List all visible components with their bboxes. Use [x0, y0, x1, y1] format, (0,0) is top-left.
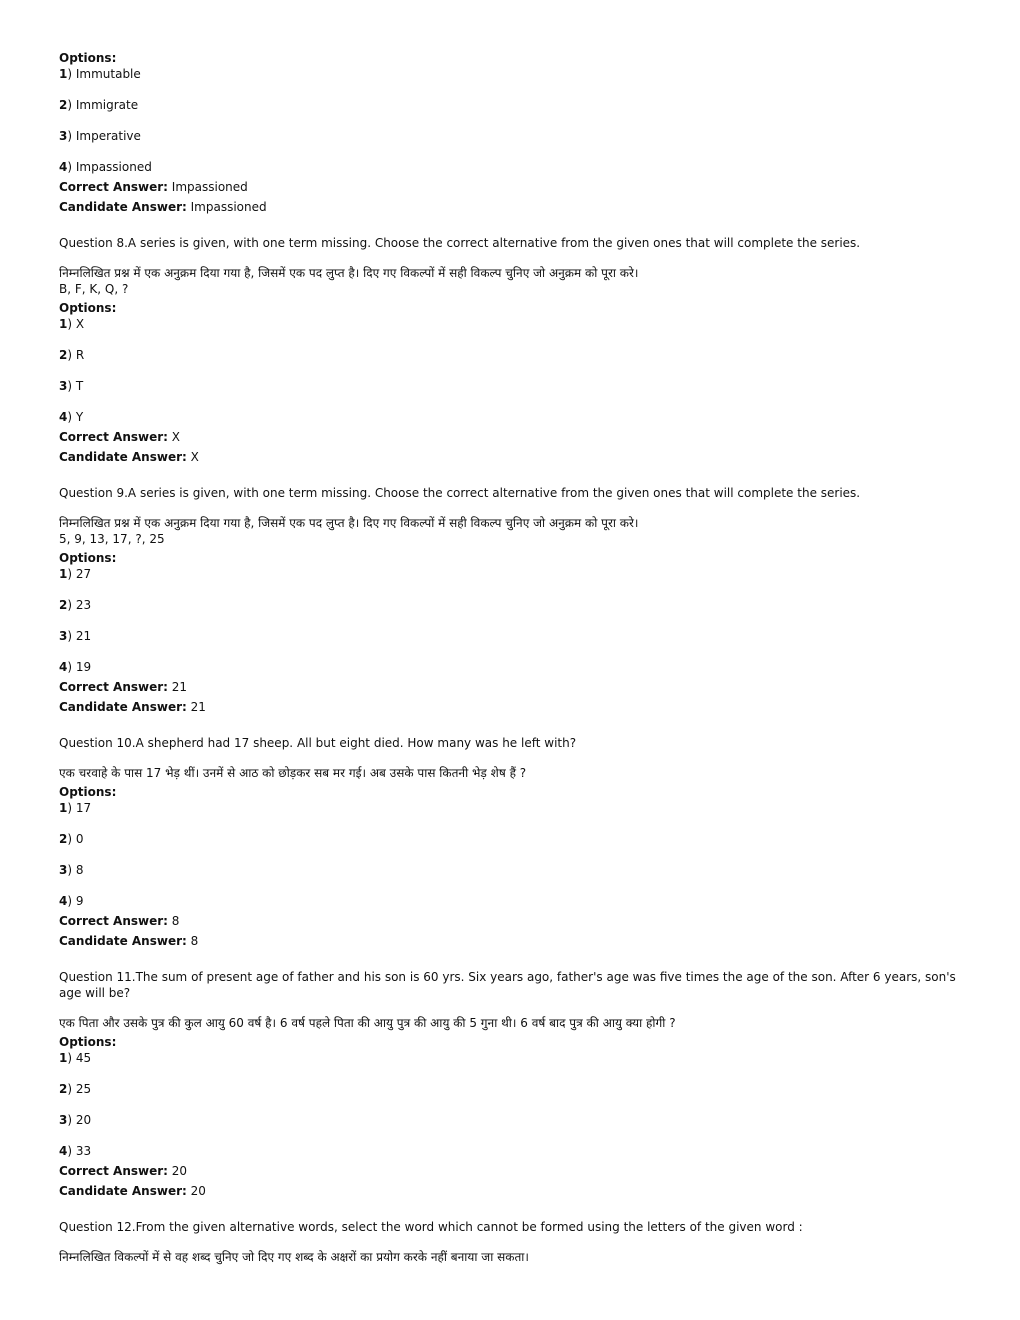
options-label: Options: — [59, 301, 117, 315]
option-3: 3) T — [59, 379, 84, 393]
option-2: 2) 25 — [59, 1082, 92, 1096]
candidate-answer: Candidate Answer: Impassioned — [59, 200, 267, 214]
correct-answer: Correct Answer: 21 — [59, 680, 188, 694]
question-12 — [59, 1219, 959, 1265]
options-label: Options: — [59, 551, 117, 565]
options-label: Options: — [59, 51, 117, 65]
question-7 — [59, 50, 959, 215]
option-3: 3) Imperative — [59, 129, 141, 143]
correct-answer: Correct Answer: X — [59, 430, 181, 444]
question-text: Question 9.A series is given, with one term missing. Choose the correct alternative from the given ones that will complete the series. — [59, 486, 861, 500]
question-10 — [59, 735, 959, 949]
option-1: 1) X — [59, 317, 85, 331]
question-text-hindi: निम्नलिखित विकल्पों में से वह शब्द चुनिए जो दिए गए शब्द के अक्षरों का प्रयोग करके नहीं बनाया जा सकता। — [59, 1250, 529, 1264]
question-11 — [59, 969, 959, 1199]
candidate-answer: Candidate Answer: X — [59, 450, 199, 464]
option-2: 2) R — [59, 348, 85, 362]
question-text: Question 10.A shepherd had 17 sheep. All but eight died. How many was he left with? — [59, 736, 577, 750]
option-2: 2) Immigrate — [59, 98, 139, 112]
option-4: 4) Impassioned — [59, 160, 152, 174]
correct-answer: Correct Answer: 8 — [59, 914, 180, 928]
question-text: Question 8.A series is given, with one term missing. Choose the correct alternative from the given ones that will complete the series. — [59, 236, 861, 250]
candidate-answer: Candidate Answer: 8 — [59, 934, 199, 948]
question-text-hindi: निम्नलिखित प्रश्न में एक अनुक्रम दिया गया है, जिसमें एक पद लुप्त है। दिए गए विकल्पों में सही विकल्प चुनिए जो अनुक्रम को पूरा करे। — [59, 516, 639, 530]
options-label: Options: — [59, 785, 117, 799]
option-1: 1) Immutable — [59, 67, 141, 81]
question-text-hindi: निम्नलिखित प्रश्न में एक अनुक्रम दिया गया है, जिसमें एक पद लुप्त है। दिए गए विकल्पों में सही विकल्प चुनिए जो अनुक्रम को पूरा करे। — [59, 266, 639, 280]
correct-answer: Correct Answer: 20 — [59, 1164, 188, 1178]
series-text: B, F, K, Q, ? — [59, 282, 129, 296]
question-9 — [59, 485, 959, 715]
options-label: Options: — [59, 1035, 117, 1049]
candidate-answer: Candidate Answer: 21 — [59, 700, 206, 714]
question-8 — [59, 235, 959, 465]
option-1: 1) 27 — [59, 567, 92, 581]
document-page — [59, 50, 959, 1265]
option-2: 2) 0 — [59, 832, 84, 846]
option-3: 3) 20 — [59, 1113, 92, 1127]
candidate-answer: Candidate Answer: 20 — [59, 1184, 206, 1198]
question-text: Question 11.The sum of present age of father and his son is 60 yrs. Six years ago, father's age was five times the age of the son. After 6 years, son's age will be? — [59, 970, 956, 1000]
option-1: 1) 17 — [59, 801, 92, 815]
option-3: 3) 21 — [59, 629, 92, 643]
option-4: 4) 19 — [59, 660, 92, 674]
option-4: 4) 33 — [59, 1144, 92, 1158]
option-4: 4) Y — [59, 410, 84, 424]
series-text: 5, 9, 13, 17, ?, 25 — [59, 532, 165, 546]
option-1: 1) 45 — [59, 1051, 92, 1065]
question-text-hindi: एक चरवाहे के पास 17 भेड़ थीं। उनमें से आठ को छोड़कर सब मर गई। अब उसके पास कितनी भेड़ शेष हैं ? — [59, 766, 527, 780]
option-4: 4) 9 — [59, 894, 84, 908]
question-text-hindi: एक पिता और उसके पुत्र की कुल आयु 60 वर्ष है। 6 वर्ष पहले पिता की आयु पुत्र की आयु की 5 गुना थी। 6 वर्ष बाद पुत्र की आयु क्या होगी ? — [59, 1016, 676, 1030]
option-2: 2) 23 — [59, 598, 92, 612]
option-3: 3) 8 — [59, 863, 84, 877]
correct-answer: Correct Answer: Impassioned — [59, 180, 248, 194]
question-text: Question 12.From the given alternative words, select the word which cannot be formed using the letters of the given word : — [59, 1220, 803, 1234]
